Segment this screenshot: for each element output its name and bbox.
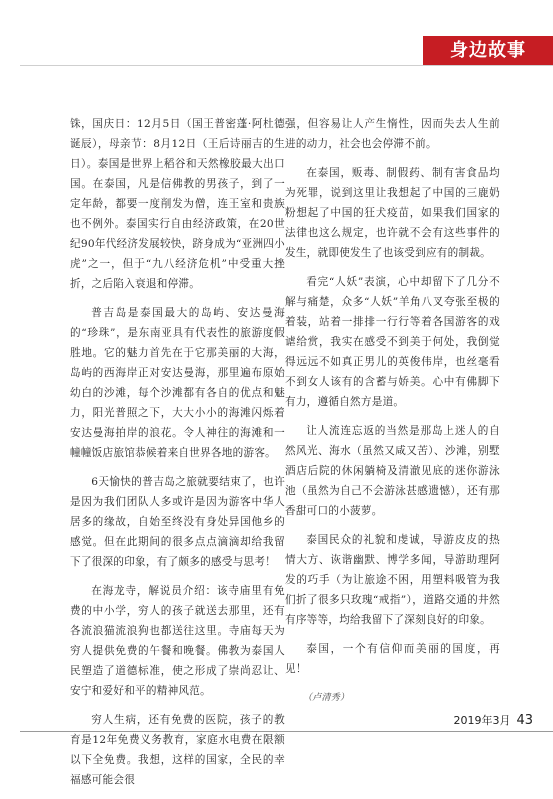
paragraph: 让人流连忘返的当然是那岛上迷人的自然风光、海水（虽然又咸又苦）、沙滩，别墅酒店后院的休闲躺椅及清澈见底的迷你游泳池（虽然为自己不会游泳甚感遗憾），还有那香甜可口的小菠萝。 (285, 425, 500, 517)
paragraph: 6天愉快的普吉岛之旅就要结束了，也许是因为我们团队人多或许是因为游客中华人居多的缘故，自始至终没有身处异国他乡的感觉。但在此期间的很多点点滴滴却给我留下了很深的印象，有了颇多的感受与思考！ (70, 476, 285, 568)
issue-date: 2019年3月 (453, 714, 511, 727)
paragraph: 穷人生病，还有免费的医院，孩子的教育是12年免费义务教育，家庭水电费在限额以下全免费。我想，这样的国家，全民的幸福感可能会很 (70, 714, 285, 786)
paragraph: 铢，国庆日：12月5日（国王普密蓬·阿杜德诞辰），母亲节：8月12日（王后诗丽吉的生日）。泰国是世界上稻谷和天然橡胶最大出口国。在泰国，凡是信佛教的男孩子，到了一定年龄，都要一度削发为僧，连王室和贵族也不例外。泰国实行自由经济政策，在20世纪90年代经济发展较快，跻身成为“亚洲四小虎”之一，但于“九八经济危机”中受重大挫折，之后陷入衰退和停滞。 (70, 118, 285, 290)
footer-divider (20, 731, 553, 732)
paragraph: 在海龙寺，解说员介绍：该寺庙里有免费的中小学，穷人的孩子就送去那里，还有各流浪猫流浪狗也都送往这里。寺庙每天为穷人提供免费的午餐和晚餐。佛教为泰国人民塑造了道德标准，使之形成了崇尚忍让、安宁和爱好和平的精神风范。 (70, 585, 285, 697)
page-footer (453, 712, 533, 728)
paragraph: 泰国民众的礼貌和虔诚，导游皮皮的热情大方、诙谐幽默、博学多闻，导游助理阿发的巧手（为让旅途不困，用塑料吸管为我们折了很多只玫瑰“戒指”），道路交通的井然有序等等，均给我留下了深刻良好的印象。 (285, 534, 500, 626)
left-column (70, 114, 285, 799)
author-signature: （卢清秀） (303, 693, 350, 703)
right-column (285, 114, 500, 717)
paragraph: 普吉岛是泰国最大的岛屿、安达曼海的“珍珠”，是东南亚具有代表性的旅游度假胜地。它的魅力首先在于它那美丽的大海，岛屿的西海岸正对安达曼海，那里遍布原始幼白的沙滩，每个沙滩都有各自的优点和魅力，阳光普照之下，大大小小的海滩闪烁着安达曼海拍岸的浪花。令人神往的海滩和一幢幢饭店旅馆恭候着来自世界各地的游客。 (70, 307, 285, 459)
header-divider (20, 65, 553, 66)
paragraph: 强，但容易让人产生惰性，因而失去人生前进的动力，社会也会停滞不前。 (285, 118, 500, 150)
paragraph: 泰国，一个有信仰而美丽的国度，再见！ (285, 643, 500, 675)
paragraph: 看完“人妖”表演，心中却留下了几分不解与痛楚，众多“人妖”羊角八叉夸张至极的着装，站着一排排一行行等着各国游客的戏谑给赏，我实在感受不到美于何处，我倒觉得远远不如真正男儿的英俊伟岸，也丝毫看不到女人该有的含蓄与娇美。心中有佛脚下有力，遵循自然方是道。 (285, 276, 500, 408)
page-number: 43 (516, 713, 533, 728)
section-title: 身边故事 (423, 36, 553, 66)
paragraph: 在泰国，贩毒、制假药、制有害食品均为死罪，说到这里让我想起了中国的三鹿奶粉想起了中国的狂犬疫苗，如果我们国家的法律也这么规定，也许就不会有这些事件的发生，就即使发生了也该受到应有的制裁。 (285, 167, 500, 259)
